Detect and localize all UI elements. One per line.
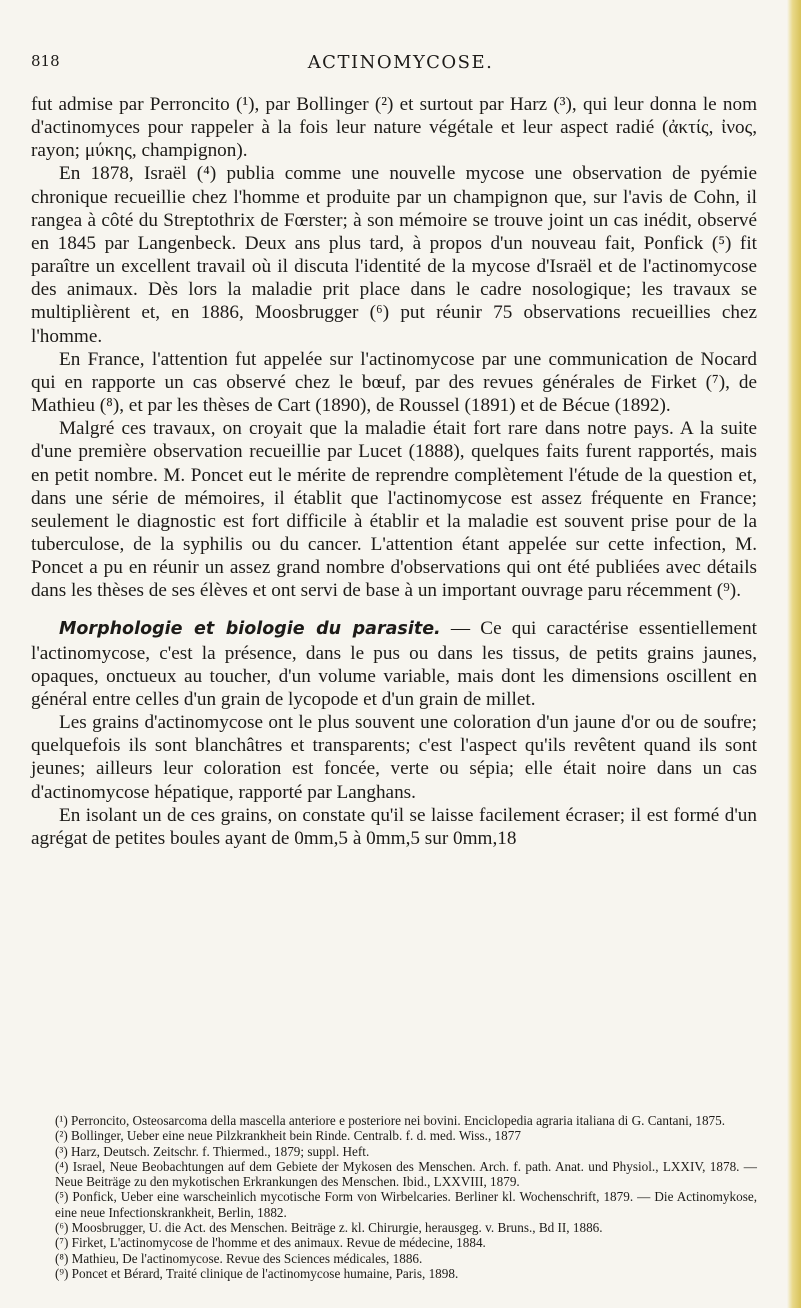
- page-header: [0, 52, 801, 80]
- body-text: [31, 93, 757, 850]
- paragraph: Malgré ces travaux, on croyait que la maladie était fort rare dans notre pays. A la suite d'une première observation recueillie par Lucet (1888), quelques faits furent rapportés, mais en petit nombre. M. Poncet eut le mérite de reprendre complètement l'étude de la question et, dans une série de mémoires, il établit que l'actinomycose est assez fréquente en France; seulement le diagnostic est fort difficile à établir et la maladie est souvent prise pour de la tuberculose, de la syphilis ou du cancer. L'attention étant appelée sur cette infection, M. Poncet a pu en réunir un assez grand nombre d'observations qui ont été publiées avec détails dans les thèses de ses élèves et ont servi de base à un important ouvrage paru récemment (⁹).: [31, 418, 757, 602]
- section-text: — Ce qui caractérise essentiellement l'actinomycose, c'est la présence, dans le pus ou dans les tissus, de petits grains jaunes, opaques, onctueux au toucher, d'un volume variable, mais dont les dimensions oscillent en général entre celles d'un grain de lycopode et d'un grain de millet.: [31, 618, 757, 710]
- footnote: (⁷) Firket, L'actinomycose de l'homme et des animaux. Revue de médecine, 1884.: [55, 1235, 486, 1251]
- page-number: 818: [31, 52, 60, 70]
- paragraph: En 1878, Israël (⁴) publia comme une nouvelle mycose une observation de pyémie chronique recueillie chez l'homme et produite par un champignon que, sur l'avis de Cohn, il rangea à côté du Streptothrix de Fœrster; à son mémoire se trouve joint un cas inédit, observé en 1845 par Langenbeck. Deux ans plus tard, à propos d'un nouveau fait, Ponfick (⁵) fit paraître un excellent travail où il discuta l'identité de la mycose d'Israël et de l'actinomycose des animaux. Dès lors la maladie prit place dans le cadre nosologique; les travaux se multiplièrent et, en 1886, Moosbrugger (⁶) put réunir 75 observations recueillies chez l'homme.: [31, 163, 757, 347]
- paragraph: fut admise par Perroncito (¹), par Bollinger (²) et surtout par Harz (³), qui leur donna le nom d'actinomyces pour rappeler à la fois leur nature végétale et leur aspect radié (ἀκτίς, ἰνος, rayon; μύκης, champignon).: [31, 94, 757, 162]
- paragraph: En France, l'attention fut appelée sur l'actinomycose par une communication de Nocard qui en rapporte un cas observé chez le bœuf, par des revues générales de Firket (⁷), de Mathieu (⁸), et par les thèses de Cart (1890), de Roussel (1891) et de Bécue (1892).: [31, 348, 757, 417]
- footnote: (⁶) Moosbrugger, U. die Act. des Menschen. Beiträge z. kl. Chirurgie, herausgeg. v. Bruns., Bd II, 1886.: [55, 1220, 603, 1236]
- footnote: (⁴) Israel, Neue Beobachtungen auf dem Gebiete der Mykosen des Menschen. Arch. f. path. Anat. und Physiol., LXXIV, 1878. — Neue Beiträge zu den mykotischen Erkrankungen des Menschen. Ibid., LXXVIII, 1879.: [55, 1158, 757, 1190]
- footnote: (⁸) Mathieu, De l'actinomycose. Revue des Sciences médicales, 1886.: [55, 1250, 423, 1266]
- paragraph: En isolant un de ces grains, on constate qu'il se laisse facilement écraser; il est formé d'un agrégat de petites boules ayant de 0mm,5 à 0mm,5 sur 0mm,18: [31, 804, 757, 849]
- paragraph: Les grains d'actinomycose ont le plus souvent une coloration d'un jaune d'or ou de soufre; quelquefois ils sont blanchâtres et transparents; c'est l'aspect qu'ils revêtent quand ils sont jeunes; ailleurs leur coloration est foncée, verte ou sépia; elle était noire dans un cas d'actinomycose hépatique, rapporté par Langhans.: [31, 712, 757, 803]
- page-edge: [787, 0, 801, 1308]
- section-title: Morphologie et biologie du parasite.: [59, 619, 441, 640]
- footnotes: [31, 1113, 757, 1281]
- footnote: (⁵) Ponfick, Ueber eine warscheinlich mycotische Form von Wirbelcaries. Berliner kl. Wochenschrift, 1879. — Die Actinomykose, eine neue Infectionskrankheit, Berlin, 1882.: [55, 1189, 757, 1220]
- footnote: (¹) Perroncito, Osteosarcoma della mascella anteriore e posteriore nei bovini. Enciclopedia agraria italiana di G. Cantani, 1875.: [55, 1113, 726, 1128]
- footnote: (³) Harz, Deutsch. Zeitschr. f. Thiermed., 1879; suppl. Heft.: [55, 1143, 370, 1159]
- footnote: (⁹) Poncet et Bérard, Traité clinique de l'actinomycose humaine, Paris, 1898.: [55, 1265, 459, 1281]
- paragraph: [31, 617, 757, 711]
- footnote: (²) Bollinger, Ueber eine neue Pilzkrankheit bein Rinde. Centralb. f. d. med. Wiss., 1877: [55, 1128, 521, 1144]
- running-head: ACTINOMYCOSE.: [307, 52, 494, 73]
